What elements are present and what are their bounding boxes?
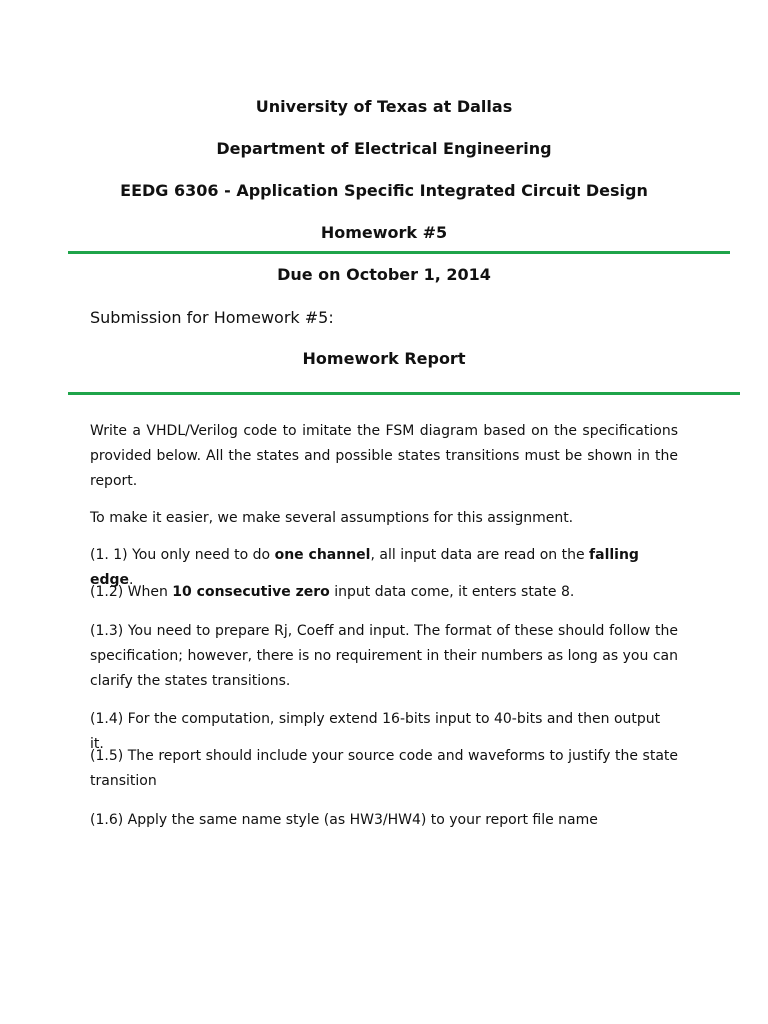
homework-title: Homework #5 [320,223,448,242]
submission-item: Homework Report [302,349,466,368]
intro-paragraph: Write a VHDL/Verilog code to imitate the FSM diagram based on the specifications provided below. All the states and possible states transitions must be shown in the report. [90,423,678,489]
item-1-1-bold-channel: one channel [274,547,371,563]
item-1-3: (1.3) You need to prepare Rj, Coeff and input. The format of these should follow the specification; however, there is no requirement in their numbers as long as you can clarify the states transitions. [90,623,678,689]
item-1-2-prefix: (1.2) When [90,584,173,600]
course-title: EEDG 6306 - Application Specific Integrated Circuit Design [120,181,648,200]
item-1-2-bold: 10 consecutive zero [172,584,330,600]
department-title: Department of Electrical Engineering [216,139,552,158]
top-green-rule [68,251,730,254]
assumptions-paragraph: To make it easier, we make several assumptions for this assignment. [90,510,574,526]
item-1-5: (1.5) The report should include your source code and waveforms to justify the state transition [90,748,678,789]
item-1-1-suffix: . [129,572,134,588]
submission-label: Submission for Homework #5: [90,308,334,327]
item-1-1-middle: , all input data are read on the [370,547,590,563]
bottom-green-rule [68,392,740,395]
university-title: University of Texas at Dallas [255,97,513,116]
item-1-4: (1.4) For the computation, simply extend 16-bits input to 40-bits and then output it. [90,711,661,752]
item-1-2 [90,580,678,605]
item-1-1-prefix: (1. 1) You only need to do [90,547,275,563]
item-1-2-suffix: input data come, it enters state 8. [329,584,575,600]
item-1-6: (1.6) Apply the same name style (as HW3/HW4) to your report file name [90,812,598,828]
item-1-1-bold-edge: falling edge [90,547,639,588]
due-date: Due on October 1, 2014 [277,265,491,284]
